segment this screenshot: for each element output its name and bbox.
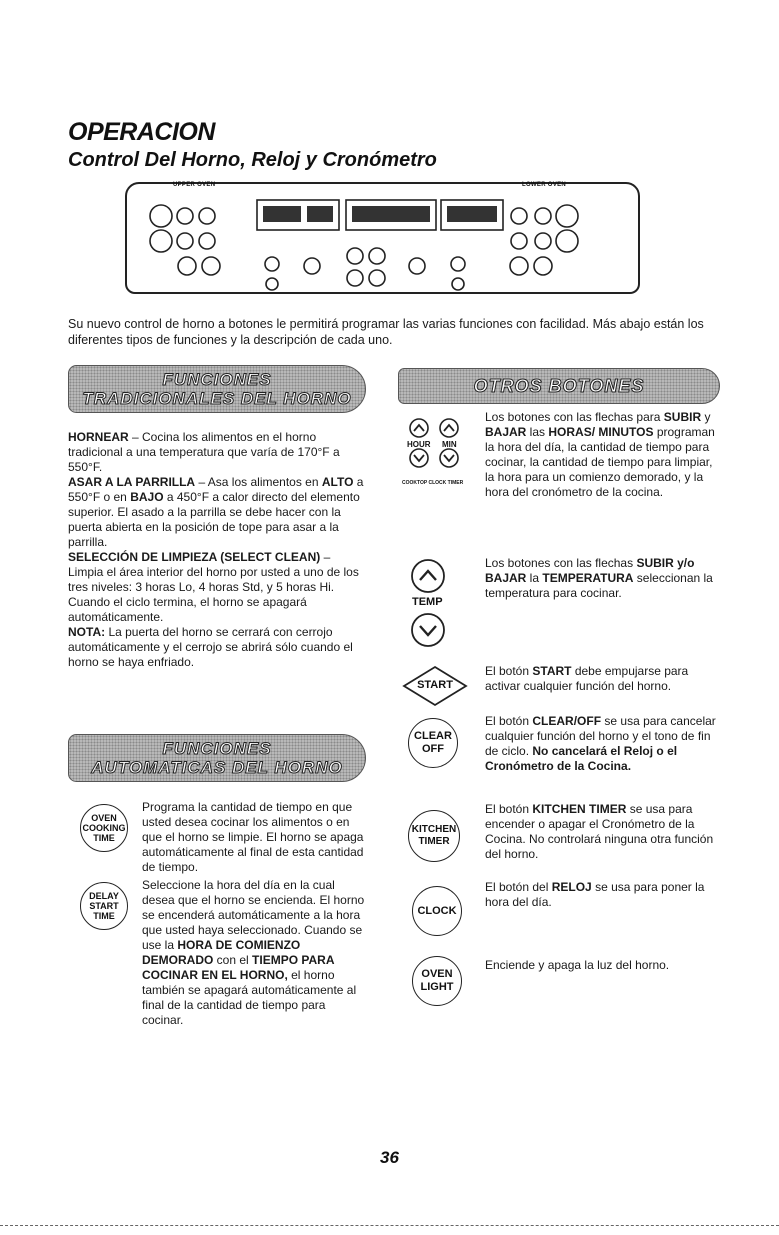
kt-t: El botón bbox=[485, 802, 533, 816]
page-subtitle: Control Del Horno, Reloj y Cronómetro bbox=[68, 149, 437, 171]
start-button[interactable]: START bbox=[417, 679, 453, 691]
delay-bold: HORA DE COMIENZO DEMORADO bbox=[142, 938, 301, 967]
delay-start-text bbox=[142, 878, 368, 1028]
clock-button[interactable]: CLOCK bbox=[412, 886, 462, 936]
kt-t: se usa para encender o apagar el Cronómetro de la Cocina. No controlará ninguna otra función del horno. bbox=[485, 802, 714, 861]
intro-paragraph: Su nuevo control de horno a botones le permitirá programar las varias funciones con facilidad. Más abajo están los diferentes tipos de funciones y la descripción de cada uno. bbox=[68, 317, 704, 347]
delay-text: con el bbox=[213, 953, 253, 967]
automatic-functions-banner bbox=[68, 734, 366, 782]
temp-b: SUBIR y/o BAJAR bbox=[485, 556, 695, 585]
note-paragraph bbox=[68, 625, 368, 670]
min-label: MIN bbox=[442, 440, 457, 449]
page-title: OPERACION bbox=[68, 118, 215, 146]
temp-text bbox=[485, 556, 725, 601]
btn-label: START bbox=[89, 901, 119, 911]
banner-line: TRADICIONALES DEL HORNO bbox=[82, 389, 352, 408]
btn-label: DELAY bbox=[89, 891, 119, 901]
btn-label: TIME bbox=[93, 911, 115, 921]
cooktop-clock-timer-label: COOKTOP CLOCK TIMER bbox=[402, 480, 464, 486]
kitchen-timer-text bbox=[485, 802, 725, 862]
btn-label: TIME bbox=[93, 833, 115, 843]
kitchen-timer-button[interactable] bbox=[408, 810, 460, 862]
banner-line: AUTOMATICAS DEL HORNO bbox=[91, 758, 343, 777]
btn-label: CLEAR bbox=[414, 730, 452, 742]
kt-b: KITCHEN TIMER bbox=[532, 802, 627, 816]
start-t: El botón bbox=[485, 664, 533, 678]
oven-control-panel-illustration bbox=[125, 182, 640, 294]
hm-text: programan la hora del día, la cantidad de tiempo para cocinar, la cantidad de tiempo para limpiar, la hora para un comienzo demorado, y la hora del cronómetro de la cocina. bbox=[485, 425, 715, 499]
hour-min-text bbox=[485, 410, 725, 500]
oven-cooking-time-text: Programa la cantidad de tiempo en que usted desea cocinar los alimentos o en que el horno se limpie. El horno se apaga automáticamente al final de esta cantidad de tiempo. bbox=[142, 800, 364, 874]
hm-text: las bbox=[526, 425, 549, 439]
clean-term: SELECCIÓN DE LIMPIEZA (SELECT CLEAN) bbox=[68, 550, 321, 564]
lower-oven-label: LOWER OVEN bbox=[522, 182, 567, 188]
delay-start-time-button[interactable] bbox=[80, 882, 128, 930]
btn-label: KITCHEN bbox=[411, 824, 457, 835]
clock-t: El botón del bbox=[485, 880, 552, 894]
delay-text: el horno también se apagará automáticamente al final de la cantidad de tiempo para cocinar. bbox=[142, 968, 357, 1027]
control-panel-graphic bbox=[127, 184, 638, 292]
temp-down-button[interactable] bbox=[410, 612, 446, 648]
banner-line: FUNCIONES bbox=[162, 739, 272, 758]
temp-t: la bbox=[526, 571, 543, 585]
bottom-divider bbox=[0, 1225, 779, 1226]
banner-line: FUNCIONES bbox=[162, 370, 272, 389]
other-buttons-banner: OTROS BOTONES bbox=[398, 368, 720, 404]
broil-alto: ALTO bbox=[321, 475, 354, 489]
hm-bold: BAJAR bbox=[485, 425, 527, 439]
start-b: START bbox=[532, 664, 572, 678]
bake-term: HORNEAR bbox=[68, 430, 129, 444]
temp-t: Los botones con las flechas bbox=[485, 556, 637, 570]
note-term: NOTA: bbox=[68, 625, 106, 639]
broil-bajo: BAJO bbox=[130, 490, 164, 504]
hm-text: Los botones con las flechas para bbox=[485, 410, 664, 424]
btn-label: OVEN bbox=[91, 813, 117, 823]
oven-cooking-time-button[interactable] bbox=[80, 804, 128, 852]
btn-label: COOKING bbox=[82, 823, 126, 833]
hm-bold: HORAS/ MINUTOS bbox=[548, 425, 654, 439]
broil-term: ASAR A LA PARRILLA bbox=[68, 475, 196, 489]
btn-label: TIMER bbox=[418, 836, 450, 847]
temp-b: TEMPERATURA bbox=[542, 571, 634, 585]
broil-text: a 450°F a calor directo del elemento superior. El asado a la parrilla se debe hacer con la puerta abierta en la posición de tope para asar a la parrilla. bbox=[68, 490, 360, 549]
temp-up-button[interactable] bbox=[410, 558, 446, 594]
upper-oven-label: UPPER OVEN bbox=[173, 182, 216, 188]
clear-b: No cancelará el Reloj o el Cronómetro de la Cocina. bbox=[485, 744, 678, 773]
delay-bold: TIEMPO PARA COCINAR EN EL HORNO, bbox=[142, 953, 335, 982]
bake-paragraph bbox=[68, 430, 368, 475]
bake-text: – Cocina los alimentos en el horno tradicional a una temperatura que varía de 170°F a 550°F. bbox=[68, 430, 340, 474]
hm-text: y bbox=[701, 410, 711, 424]
hour-label: HOUR bbox=[407, 440, 431, 449]
traditional-functions-section bbox=[68, 430, 368, 670]
clock-b: RELOJ bbox=[551, 880, 592, 894]
page-number: 36 bbox=[380, 1148, 399, 1167]
hm-bold: SUBIR bbox=[663, 410, 702, 424]
broil-paragraph bbox=[68, 475, 368, 550]
start-text bbox=[485, 664, 725, 694]
traditional-functions-banner bbox=[68, 365, 366, 413]
clear-t: se usa para cancelar cualquier función del horno y el tono de fin de ciclo. bbox=[485, 714, 716, 758]
clean-text: – Limpia el área interior del horno por usted a uno de los tres niveles: 3 horas Lo, 4 horas Std, y 5 horas Hi. Cuando el ciclo termina, el horno se apagará automáticamente. bbox=[68, 550, 359, 624]
clear-text bbox=[485, 714, 725, 774]
clock-t: se usa para poner la hora del día. bbox=[485, 880, 705, 909]
start-t: debe empujarse para activar cualquier función del horno. bbox=[485, 664, 689, 693]
btn-label: OFF bbox=[422, 743, 444, 755]
clock-text bbox=[485, 880, 725, 910]
oven-light-button[interactable] bbox=[412, 956, 462, 1006]
broil-text: a 550°F o en bbox=[68, 475, 364, 504]
note-text: La puerta del horno se cerrará con cerrojo automáticamente y el cerrojo se abrirá sólo cuando el horno se haya enfriado. bbox=[68, 625, 353, 669]
delay-text: Seleccione la hora del día en la cual desea que el horno se encienda. El horno se encenderá automáticamente a la hora que usted haya seleccionado. Cuando se use la bbox=[142, 878, 365, 952]
temp-t: seleccionan la temperatura para cocinar. bbox=[485, 571, 713, 600]
clear-off-button[interactable] bbox=[408, 718, 458, 768]
clean-paragraph bbox=[68, 550, 368, 625]
btn-label: OVEN bbox=[421, 968, 453, 980]
broil-text: – Asa los alimentos en bbox=[195, 475, 322, 489]
clear-b: CLEAR/OFF bbox=[532, 714, 602, 728]
temp-label: TEMP bbox=[412, 596, 443, 608]
clear-t: El botón bbox=[485, 714, 533, 728]
oven-light-text: Enciende y apaga la luz del horno. bbox=[485, 958, 670, 972]
btn-label: LIGHT bbox=[420, 981, 454, 993]
